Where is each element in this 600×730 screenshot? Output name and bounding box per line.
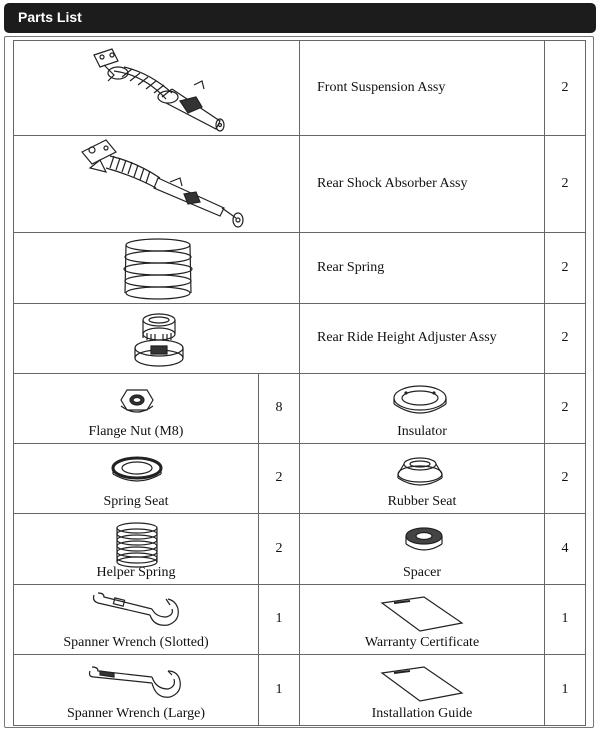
table-row — [13, 232, 300, 304]
part-name: Insulator — [397, 424, 447, 439]
table-row — [13, 303, 300, 374]
table-row — [299, 654, 545, 726]
part-qty: 1 — [275, 611, 283, 626]
insulator-icon — [392, 384, 448, 418]
part-name: Spanner Wrench (Slotted) — [63, 635, 209, 650]
rear-shock-absorber-icon — [76, 138, 246, 230]
part-name: Installation Guide — [371, 706, 473, 721]
table-row — [13, 373, 259, 444]
table-row — [544, 40, 586, 136]
part-qty: 2 — [561, 176, 569, 191]
part-qty: 2 — [561, 260, 569, 275]
part-name: Helper Spring — [96, 565, 176, 580]
table-row — [13, 654, 259, 726]
table-row — [258, 584, 300, 655]
part-qty: 1 — [561, 611, 569, 626]
part-qty: 2 — [561, 400, 569, 415]
part-name: Warranty Certificate — [364, 635, 480, 650]
helper-spring-icon — [115, 522, 159, 568]
table-row — [544, 584, 586, 655]
table-row — [258, 654, 300, 726]
large-spanner-wrench-icon — [86, 663, 186, 703]
ride-height-adjuster-icon — [131, 312, 187, 370]
part-name: Spanner Wrench (Large) — [66, 706, 206, 721]
warranty-certificate-icon — [380, 595, 464, 633]
slotted-spanner-wrench-icon — [90, 591, 182, 629]
table-row — [299, 513, 545, 585]
table-row — [299, 232, 545, 304]
table-row — [299, 443, 545, 514]
spring-seat-icon — [111, 456, 163, 488]
installation-guide-icon — [380, 665, 464, 703]
table-row — [13, 135, 300, 233]
table-row — [544, 135, 586, 233]
table-row — [13, 443, 259, 514]
flange-nut-icon — [119, 384, 155, 418]
part-qty: 2 — [275, 541, 283, 556]
table-row — [258, 373, 300, 444]
part-qty: 2 — [561, 330, 569, 345]
part-qty: 1 — [275, 682, 283, 697]
part-name: Rear Shock Absorber Assy — [317, 176, 468, 191]
part-qty: 1 — [561, 682, 569, 697]
table-row — [544, 654, 586, 726]
part-qty: 2 — [275, 470, 283, 485]
part-name: Rear Spring — [317, 260, 385, 275]
table-row — [299, 135, 545, 233]
table-row — [13, 40, 300, 136]
rubber-seat-icon — [394, 454, 446, 490]
spacer-icon — [404, 526, 444, 556]
part-qty: 2 — [561, 470, 569, 485]
table-row — [544, 373, 586, 444]
table-row — [544, 303, 586, 374]
part-name: Rear Ride Height Adjuster Assy — [317, 330, 497, 345]
parts-list-header — [4, 3, 596, 33]
part-qty: 8 — [275, 400, 283, 415]
part-name: Front Suspension Assy — [317, 80, 446, 95]
table-row — [299, 373, 545, 444]
table-row — [299, 584, 545, 655]
table-row — [258, 443, 300, 514]
part-name: Spacer — [402, 565, 442, 580]
table-row — [258, 513, 300, 585]
table-row — [544, 513, 586, 585]
part-name: Rubber Seat — [387, 494, 457, 509]
part-name: Flange Nut (M8) — [88, 424, 184, 439]
front-suspension-icon — [84, 45, 234, 135]
rear-spring-icon — [118, 237, 198, 301]
header-title: Parts List — [18, 9, 82, 25]
table-row — [299, 40, 545, 136]
part-name: Spring Seat — [103, 494, 169, 509]
part-qty: 4 — [561, 541, 569, 556]
table-row — [544, 232, 586, 304]
table-row — [13, 584, 259, 655]
table-row — [544, 443, 586, 514]
table-row — [299, 303, 545, 374]
table-row — [13, 513, 259, 585]
part-qty: 2 — [561, 80, 569, 95]
